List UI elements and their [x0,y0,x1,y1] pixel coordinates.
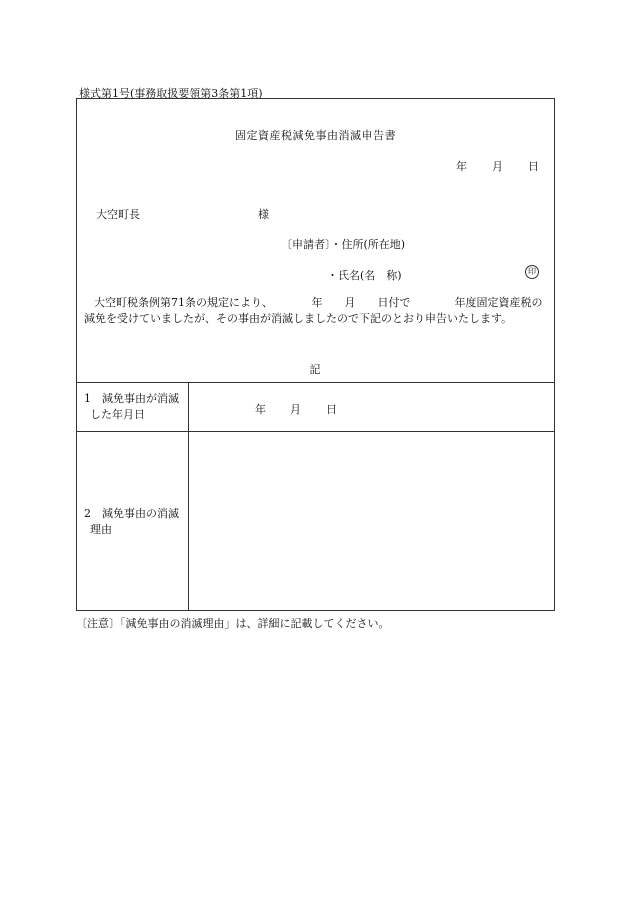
row-2-label [84,506,179,538]
row-2-label-line1: 減免事由の消滅 [102,507,179,520]
table-top-border [76,382,555,383]
seal-icon: 印 [525,265,539,279]
row-1-date-month: 月 [290,403,301,416]
header-date-year: 年 [456,160,467,173]
row-1-number: 1 [84,392,91,405]
addressee: 大空町長 [96,208,140,221]
header-date-month: 月 [492,160,503,173]
body-paragraph [84,295,552,327]
row-1-label-line1: 減免事由が消滅 [102,392,179,405]
row-2-label-line2: 理由 [90,523,112,536]
note: 〔注意〕「減免事由の消滅理由」は、詳細に記載してください。 [76,617,390,630]
applicant-name-label: ・氏名(名 称) [327,269,402,282]
row-1-label [84,391,179,423]
header-date-day: 日 [528,160,539,173]
form-number-label: 様式第1号(事務取扱要領第3条第1項) [79,87,263,100]
row-2-number: 2 [84,507,91,520]
row-1-date-year: 年 [255,403,266,416]
ki-heading: 記 [309,363,321,376]
body-text: 大空町税条例第71条の規定により、 年 月 日付で 年度固定資産税の減免を受けていましたが、その事由が消滅しましたので下記のとおり申告いたします。 [84,296,543,325]
row-1-label-line2: した年月日 [90,408,145,421]
document-title: 固定資産税減免事由消滅申告書 [235,129,396,142]
honorific: 様 [258,208,269,221]
row-1-date-day: 日 [326,403,337,416]
applicant-address-label: 〔申請者〕・住所(所在地) [281,238,406,251]
row-2-input-area[interactable] [189,432,554,610]
